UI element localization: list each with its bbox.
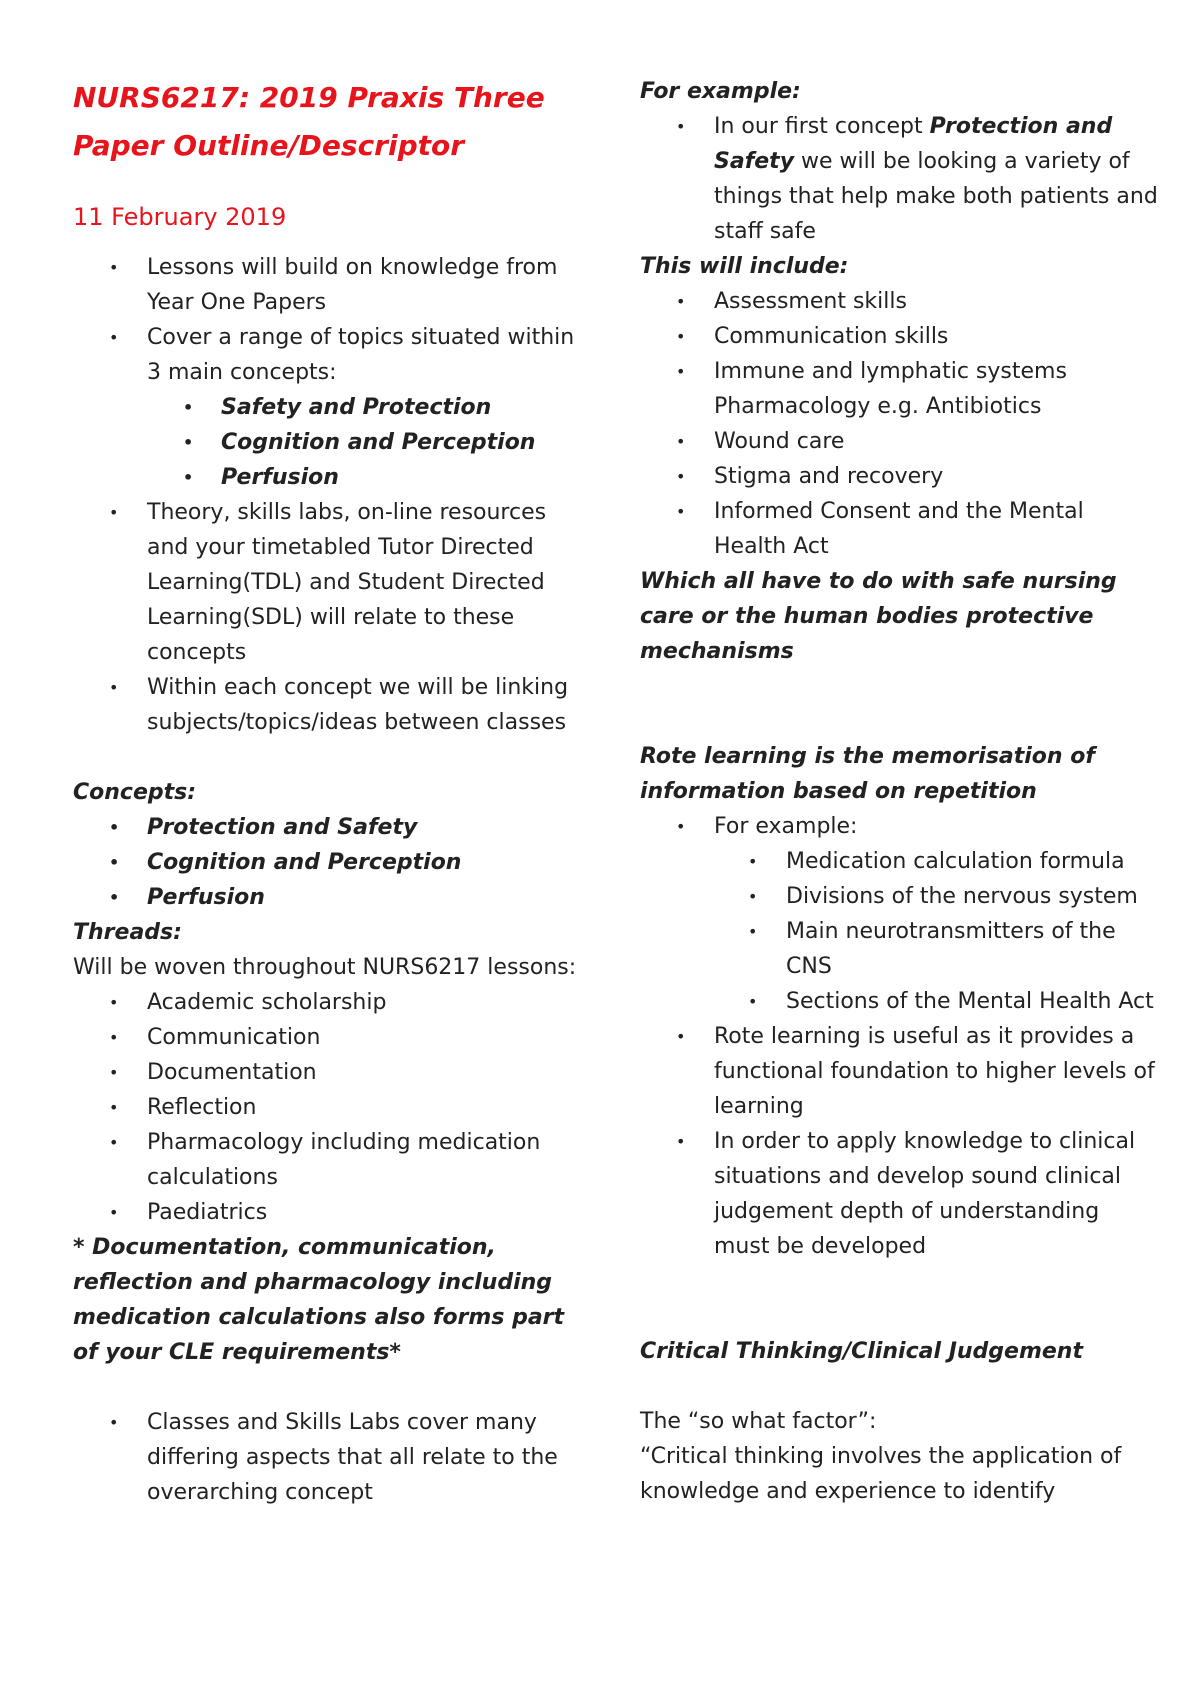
list-item: • Divisions of the nervous system: [786, 879, 1160, 914]
threads-heading: Threads:: [73, 920, 182, 945]
main-concepts-list: [73, 390, 593, 495]
list-item: [714, 109, 1160, 249]
critical-heading: Critical Thinking/Clinical Judgement: [640, 1339, 1083, 1364]
list-item: • Cognition and Perception: [147, 845, 593, 880]
list-item: • Perfusion: [221, 460, 593, 495]
example-prefix: In our first concept: [714, 114, 930, 139]
list-item: • Medication calculation formula: [786, 844, 1160, 879]
document-date: 11 February 2019: [73, 203, 287, 231]
threads-intro: Will be woven throughout NURS6217 lessons:: [73, 955, 577, 980]
rote-list: [640, 809, 1160, 844]
concepts-list: [73, 810, 593, 915]
concepts-heading: Concepts:: [73, 780, 197, 805]
cle-note: * Documentation, communication, reflection and pharmacology including medication calculations also forms part of your CLE requirements*: [73, 1235, 565, 1365]
list-item: • Theory, skills labs, on-line resources and your timetabled Tutor Directed Learning(TDL) and Student Directed Learning(SDL) will relate to these concepts: [147, 495, 593, 670]
rote-examples-list: [640, 844, 1160, 1019]
example-emphasis: Protection and Safety: [714, 114, 1113, 174]
example-list: [640, 109, 1160, 249]
list-item: • Main neurotransmitters of the CNS: [786, 914, 1160, 984]
right-column: [640, 74, 1160, 1509]
intro-list: [73, 250, 593, 390]
threads-list: [73, 985, 593, 1230]
list-item: • Stigma and recovery: [714, 459, 1160, 494]
list-item: • Reflection: [147, 1090, 593, 1125]
for-example-heading: For example:: [640, 79, 801, 104]
list-item: • Rote learning is useful as it provides a functional foundation to higher levels of learning: [714, 1019, 1160, 1124]
list-item: • For example:: [714, 809, 1160, 844]
rote-bullets-list: [640, 1019, 1160, 1264]
list-item: • Academic scholarship: [147, 985, 593, 1020]
include-list: [640, 284, 1160, 564]
page-title: NURS6217: 2019 Praxis Three Paper Outline/Descriptor: [73, 81, 545, 162]
list-item: • Perfusion: [147, 880, 593, 915]
list-item: • Assessment skills: [714, 284, 1160, 319]
list-item: • Wound care: [714, 424, 1160, 459]
left-column: [73, 74, 593, 1510]
list-item: • Safety and Protection: [221, 390, 593, 425]
list-item: • In order to apply knowledge to clinical situations and develop sound clinical judgement depth of understanding must be developed: [714, 1124, 1160, 1264]
list-item: • Communication: [147, 1020, 593, 1055]
later-list: [73, 495, 593, 740]
critical-quote: “Critical thinking involves the application of knowledge and experience to identify: [640, 1444, 1122, 1504]
list-item: • Communication skills: [714, 319, 1160, 354]
list-item: • Cover a range of topics situated within 3 main concepts:: [147, 320, 593, 390]
list-item: • Classes and Skills Labs cover many differing aspects that all relate to the overarching concept: [147, 1405, 593, 1510]
include-heading: This will include:: [640, 254, 849, 279]
rote-heading: Rote learning is the memorisation of information based on repetition: [640, 744, 1095, 804]
list-item: • Sections of the Mental Health Act: [786, 984, 1160, 1019]
list-item: • Informed Consent and the Mental Health Act: [714, 494, 1160, 564]
list-item: • Pharmacology including medication calculations: [147, 1125, 593, 1195]
list-item: • Protection and Safety: [147, 810, 593, 845]
list-item: • Lessons will build on knowledge from Year One Papers: [147, 250, 593, 320]
so-what-line: The “so what factor”:: [640, 1409, 877, 1434]
list-item: • Immune and lymphatic systems Pharmacology e.g. Antibiotics: [714, 354, 1160, 424]
list-item: • Cognition and Perception: [221, 425, 593, 460]
safe-nursing-note: Which all have to do with safe nursing care or the human bodies protective mechanisms: [640, 569, 1117, 664]
final-list: [73, 1405, 593, 1510]
example-suffix: we will be looking a variety of things that help make both patients and staff safe: [714, 149, 1158, 244]
list-item: • Paediatrics: [147, 1195, 593, 1230]
list-item: • Documentation: [147, 1055, 593, 1090]
list-item: • Within each concept we will be linking subjects/topics/ideas between classes: [147, 670, 593, 740]
